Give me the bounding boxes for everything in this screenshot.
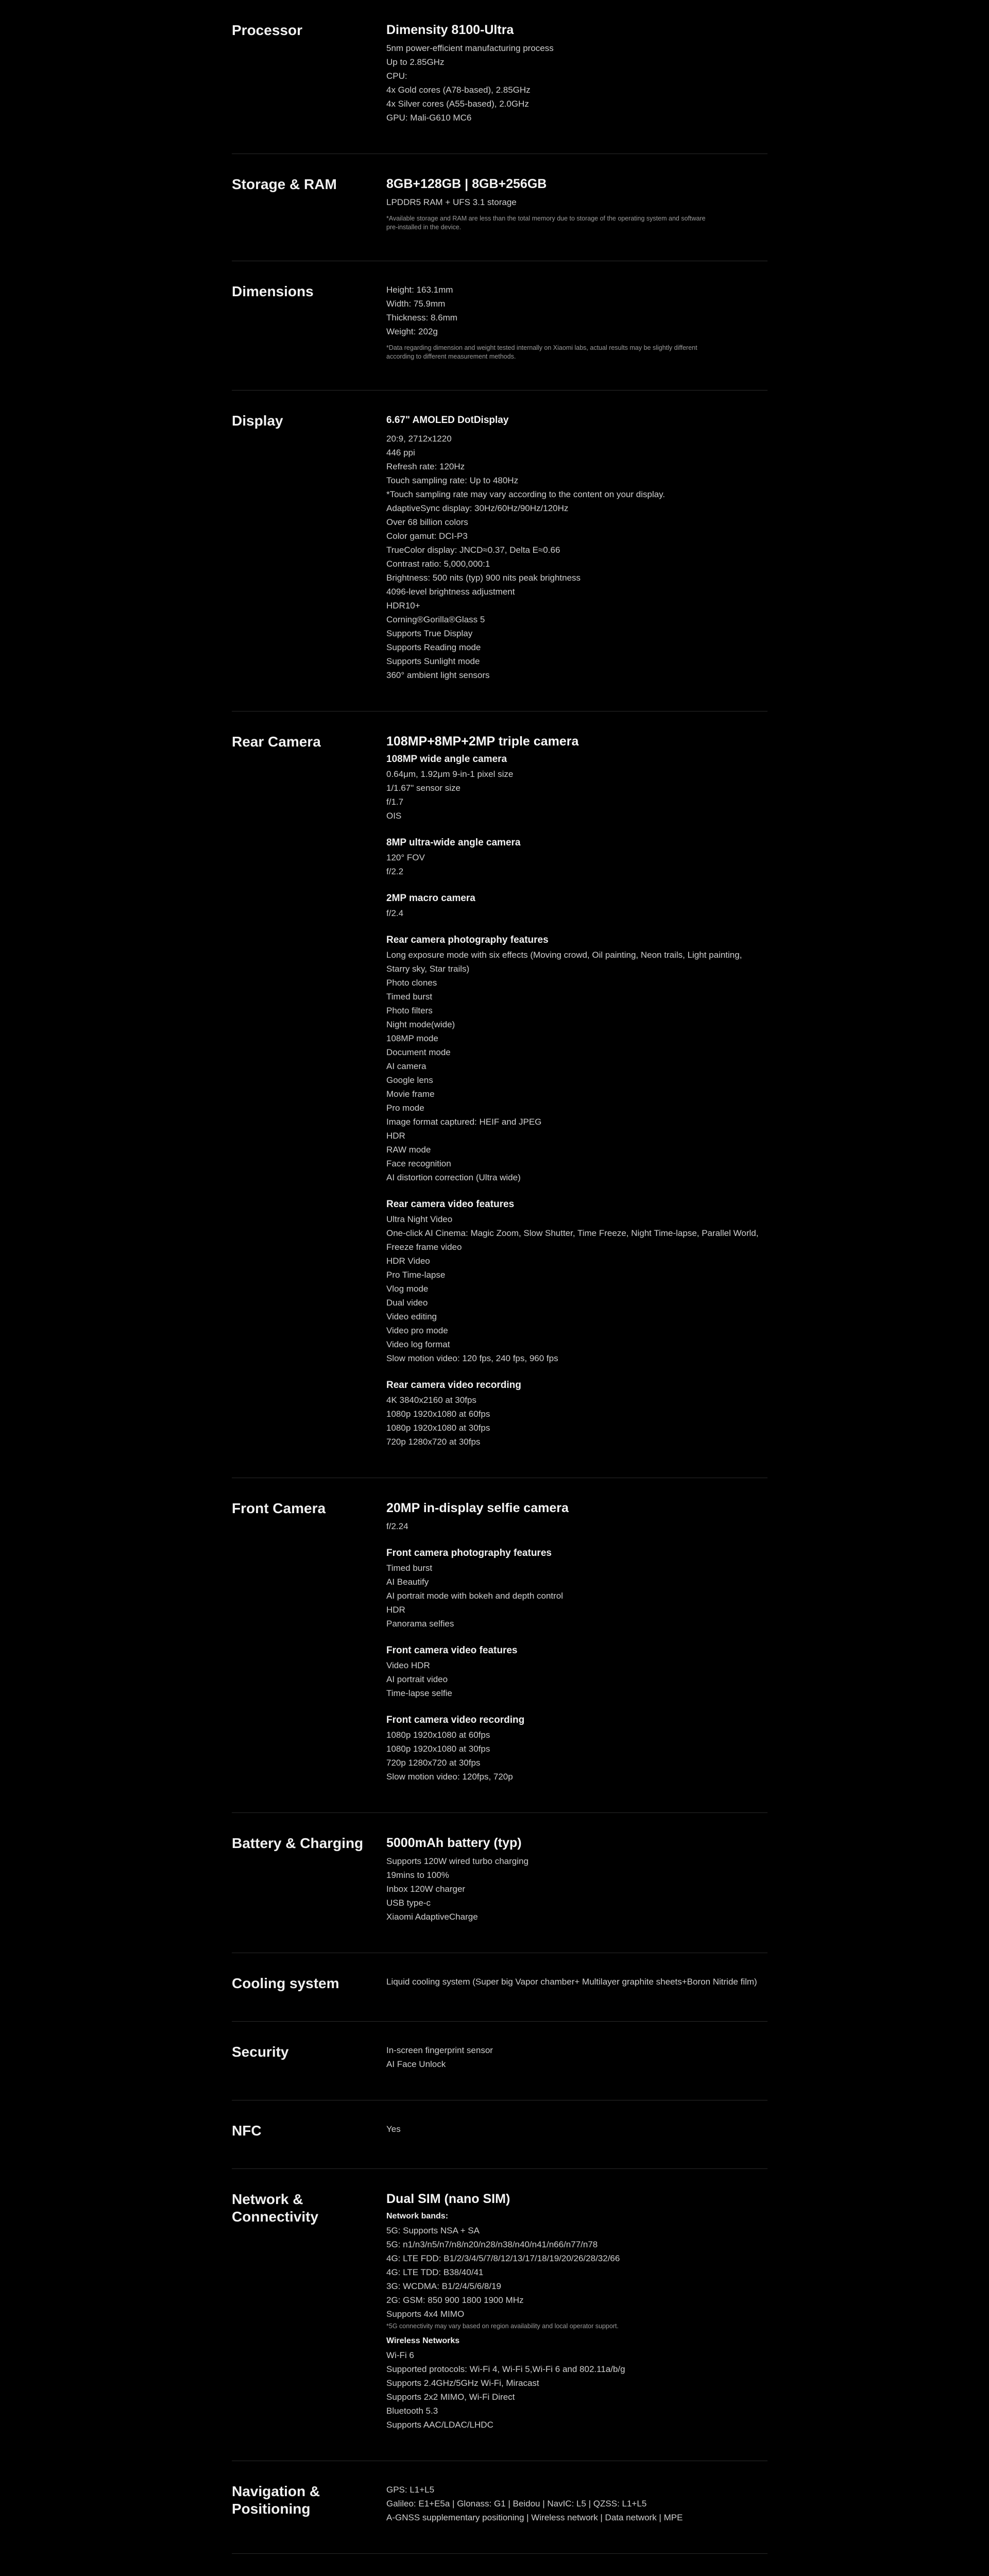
spec-item: 120° FOV [386,853,425,862]
spec-item: Supports 4x4 MIMO [386,2309,465,2319]
spec-subheading: Front camera photography features [386,1548,552,1558]
spec-item: AI camera [386,1061,427,1071]
spec-item: Supports Reading mode [386,642,481,652]
spec-item: Wi-Fi 6 [386,2350,414,2360]
spec-item: Supports 2x2 MIMO, Wi-Fi Direct [386,2392,515,2402]
section-title-front-camera: Front Camera [232,1500,326,1516]
spec-item: 20:9, 2712x1220 [386,434,452,444]
spec-heading: 6.67" AMOLED DotDisplay [386,415,509,426]
spec-item: HDR Video [386,1256,430,1266]
section-title-battery-charging: Battery & Charging [232,1835,364,1851]
spec-item: Night mode(wide) [386,1020,455,1029]
spec-item: Liquid cooling system (Super big Vapor chamber+ Multilayer graphite sheets+Boron Nitride film) [386,1977,757,1987]
spec-item: Over 68 billion colors [386,517,468,527]
spec-item: AI Beautify [386,1577,429,1587]
spec-item: Contrast ratio: 5,000,000:1 [386,559,490,569]
spec-item: f/1.7 [386,797,404,807]
section-body-navigation-positioning [386,2483,768,2524]
spec-item: Document mode [386,1047,451,1057]
spec-item: Panorama selfies [386,1619,454,1629]
section-title-display: Display [232,413,283,429]
spec-item: 360° ambient light sensors [386,670,490,680]
spec-item: GPU: Mali-G610 MC6 [386,113,472,123]
section-title-security: Security [232,2044,289,2060]
spec-item: Photo filters [386,1006,433,1015]
spec-item: 4K 3840x2160 at 30fps [386,1395,476,1405]
section-title-nfc: NFC [232,2123,262,2139]
spec-item: Video pro mode [386,1326,448,1335]
section-body-battery-charging [386,1835,768,1924]
spec-item: Supports 2.4GHz/5GHz Wi-Fi, Miracast [386,2378,539,2388]
spec-heading: 108MP+8MP+2MP triple camera [386,734,579,749]
spec-group [386,2483,768,2524]
section-title-network-connectivity: Network & Connectivity [232,2191,319,2225]
spec-item: Dual video [386,1298,428,1308]
spec-item: 1080p 1920x1080 at 30fps [386,1744,490,1754]
spec-item: Movie frame [386,1089,435,1099]
spec-item: 720p 1280x720 at 30fps [386,1758,481,1768]
spec-group [386,176,768,232]
spec-item: 4G: LTE TDD: B38/40/41 [386,2267,484,2277]
spec-item: CPU: [386,71,407,81]
spec-item: Touch sampling rate: Up to 480Hz [386,476,519,485]
spec-group [386,283,768,361]
spec-footnote: *Data regarding dimension and weight tested internally on Xiaomi labs, actual results may be slightly different according to different measurement methods. [386,344,697,360]
spec-item: 4x Gold cores (A78-based), 2.85GHz [386,85,531,95]
spec-item: 108MP mode [386,1033,438,1043]
section-body-security [386,2043,768,2071]
spec-item: Bluetooth 5.3 [386,2406,438,2416]
spec-item: HDR10+ [386,601,420,611]
spec-group [386,2122,768,2136]
spec-item: Video editing [386,1312,437,1321]
spec-heading: 8GB+128GB | 8GB+256GB [386,177,547,191]
spec-item: 5G: n1/n3/n5/n7/n8/n20/n28/n38/n40/n41/n66/n77/n78 [386,2240,598,2249]
section-title-cooling-system: Cooling system [232,1975,339,1991]
spec-item: Refresh rate: 120Hz [386,462,465,471]
spec-item: Slow motion video: 120 fps, 240 fps, 960 fps [386,1353,558,1363]
section-body-cooling-system [386,1975,768,1992]
spec-section-storage-ram [232,154,768,261]
spec-section-front-camera [232,1478,768,1813]
spec-item: Supports 120W wired turbo charging [386,1856,528,1866]
spec-item: AdaptiveSync display: 30Hz/60Hz/90Hz/120Hz [386,503,569,513]
spec-item: Vlog mode [386,1284,429,1294]
spec-item: Slow motion video: 120fps, 720p [386,1772,513,1782]
spec-item: Ultra Night Video [386,1214,453,1224]
section-body-rear-camera [386,733,768,1449]
spec-group [386,733,768,823]
spec-subheading: Rear camera video features [386,1199,515,1210]
spec-item: 1080p 1920x1080 at 60fps [386,1409,490,1419]
spec-section-battery-charging [232,1813,768,1953]
spec-item: Timed burst [386,992,433,1002]
spec-item: Face recognition [386,1159,451,1168]
spec-item: f/2.4 [386,908,404,918]
spec-item: HDR [386,1605,405,1615]
spec-item: 5G: Supports NSA + SA [386,2226,480,2235]
spec-group [386,1644,768,1700]
spec-item: One-click AI Cinema: Magic Zoom, Slow Shutter, Time Freeze, Night Time-lapse, Parallel World, Freeze frame video [386,1228,759,1252]
spec-item: Height: 163.1mm [386,285,453,295]
spec-item: Brightness: 500 nits (typ) 900 nits peak brightness [386,573,581,583]
spec-item: In-screen fingerprint sensor [386,2045,493,2055]
spec-section-processor [232,0,768,154]
spec-item: OIS [386,811,402,821]
spec-group [386,934,768,1184]
spec-section-audio [232,2554,768,2576]
section-title-storage-ram: Storage & RAM [232,176,337,192]
spec-heading: 20MP in-display selfie camera [386,1501,569,1515]
spec-heading: 5000mAh battery (typ) [386,1836,522,1850]
spec-item: Video log format [386,1340,450,1349]
spec-item: 3G: WCDMA: B1/2/4/5/6/8/19 [386,2281,501,2291]
spec-item: Color gamut: DCI-P3 [386,531,468,541]
spec-item: Video HDR [386,1660,430,1670]
spec-subheading: Front camera video recording [386,1715,525,1725]
spec-subheading: Rear camera photography features [386,935,549,945]
spec-group [386,2191,768,2432]
spec-item: AI portrait video [386,1674,448,1684]
section-body-processor [386,22,768,125]
spec-item: Thickness: 8.6mm [386,313,457,323]
spec-section-security [232,2022,768,2100]
spec-group [386,1714,768,1784]
spec-item: Long exposure mode with six effects (Moving crowd, Oil painting, Neon trails, Light painting, Starry sky, Star trails) [386,950,742,974]
section-title-processor: Processor [232,22,302,38]
spec-subheading: Rear camera video recording [386,1380,521,1391]
spec-subheading: 108MP wide angle camera [386,754,507,765]
spec-item: Time-lapse selfie [386,1688,452,1698]
section-body-network-connectivity [386,2191,768,2432]
section-body-nfc [386,2122,768,2140]
spec-item: Timed burst [386,1563,433,1573]
spec-group [386,1975,768,1989]
spec-item: Supported protocols: Wi-Fi 4, Wi-Fi 5,Wi-Fi 6 and 802.11a/b/g [386,2364,625,2374]
spec-item: LPDDR5 RAM + UFS 3.1 storage [386,197,517,207]
spec-footnote: *Available storage and RAM are less than the total memory due to storage of the operating system and software pre-installed in the device. [386,215,706,231]
spec-item: Supports AAC/LDAC/LHDC [386,2420,493,2430]
spec-item: HDR [386,1131,405,1141]
spec-section-navigation-positioning [232,2461,768,2554]
spec-section-nfc [232,2100,768,2169]
spec-item: Supports Sunlight mode [386,656,480,666]
spec-group [386,22,768,125]
spec-item: RAW mode [386,1145,431,1155]
spec-item: Width: 75.9mm [386,299,446,309]
spec-item: Pro mode [386,1103,424,1113]
section-body-dimensions [386,283,768,361]
spec-subheading: Network bands: [386,2212,449,2221]
spec-subheading: Front camera video features [386,1645,518,1656]
spec-group [386,836,768,878]
spec-group [386,2043,768,2071]
spec-group [386,1198,768,1365]
spec-item: f/2.24 [386,1521,408,1531]
spec-item: 19mins to 100% [386,1870,449,1880]
spec-item: 5nm power-efficient manufacturing process [386,43,554,53]
spec-item: Yes [386,2124,401,2134]
spec-item: 1080p 1920x1080 at 60fps [386,1730,490,1740]
spec-subheading: 2MP macro camera [386,893,475,904]
spec-item: Xiaomi AdaptiveCharge [386,1912,478,1922]
spec-item: Google lens [386,1075,433,1085]
section-title-dimensions: Dimensions [232,283,314,299]
spec-item: f/2.2 [386,867,404,876]
spec-item: Inbox 120W charger [386,1884,466,1894]
spec-item: 0.64μm, 1.92μm 9-in-1 pixel size [386,769,514,779]
spec-group [386,1547,768,1631]
spec-item: Pro Time-lapse [386,1270,446,1280]
spec-subheading: Wireless Networks [386,2336,460,2345]
spec-item: 446 ppi [386,448,415,457]
section-title-rear-camera: Rear Camera [232,734,321,750]
spec-section-rear-camera [232,711,768,1478]
section-body-front-camera [386,1500,768,1784]
spec-item: 4G: LTE FDD: B1/2/3/4/5/7/8/12/13/17/18/19/20/26/28/32/66 [386,2253,620,2263]
spec-item: Galileo: E1+E5a | Glonass: G1 | Beidou | NavIC: L5 | QZSS: L1+L5 [386,2499,647,2509]
spec-section-cooling-system [232,1953,768,2022]
spec-subheading: 8MP ultra-wide angle camera [386,837,521,848]
spec-item: Weight: 202g [386,327,438,336]
spec-section-display [232,391,768,711]
spec-item: 1/1.67" sensor size [386,783,461,793]
spec-item: *Touch sampling rate may vary according to the content on your display. [386,489,666,499]
spec-item: 4096-level brightness adjustment [386,587,515,597]
section-title-navigation-positioning: Navigation & Positioning [232,2483,320,2517]
spec-item: AI Face Unlock [386,2059,446,2069]
spec-group [386,1835,768,1924]
spec-item: Image format captured: HEIF and JPEG [386,1117,542,1127]
spec-section-network-connectivity [232,2169,768,2461]
section-body-storage-ram [386,176,768,232]
spec-heading: Dimensity 8100-Ultra [386,23,514,37]
spec-group [386,412,768,682]
spec-item: GPS: L1+L5 [386,2485,435,2495]
spec-heading: Dual SIM (nano SIM) [386,2192,510,2206]
spec-item: 4x Silver cores (A55-based), 2.0GHz [386,99,529,109]
spec-group [386,892,768,920]
spec-item: AI distortion correction (Ultra wide) [386,1173,521,1182]
spec-group [386,1379,768,1449]
spec-item: 2G: GSM: 850 900 1800 1900 MHz [386,2295,524,2305]
spec-item: 1080p 1920x1080 at 30fps [386,1423,490,1433]
spec-footnote: *5G connectivity may vary based on region availability and local operator support. [386,2323,619,2330]
spec-item: Up to 2.85GHz [386,57,445,67]
spec-item: Supports True Display [386,629,473,638]
spec-item: USB type-c [386,1898,431,1908]
spec-item: 720p 1280x720 at 30fps [386,1437,481,1447]
spec-item: Corning®Gorilla®Glass 5 [386,615,485,624]
spec-group [386,1500,768,1533]
spec-item: TrueColor display: JNCD≈0.37, Delta E≈0.66 [386,545,560,555]
spec-section-dimensions [232,261,768,391]
spec-item: Photo clones [386,978,437,988]
spec-item: AI portrait mode with bokeh and depth control [386,1591,564,1601]
spec-item: A-GNSS supplementary positioning | Wireless network | Data network | MPE [386,2513,683,2522]
section-body-display [386,412,768,682]
